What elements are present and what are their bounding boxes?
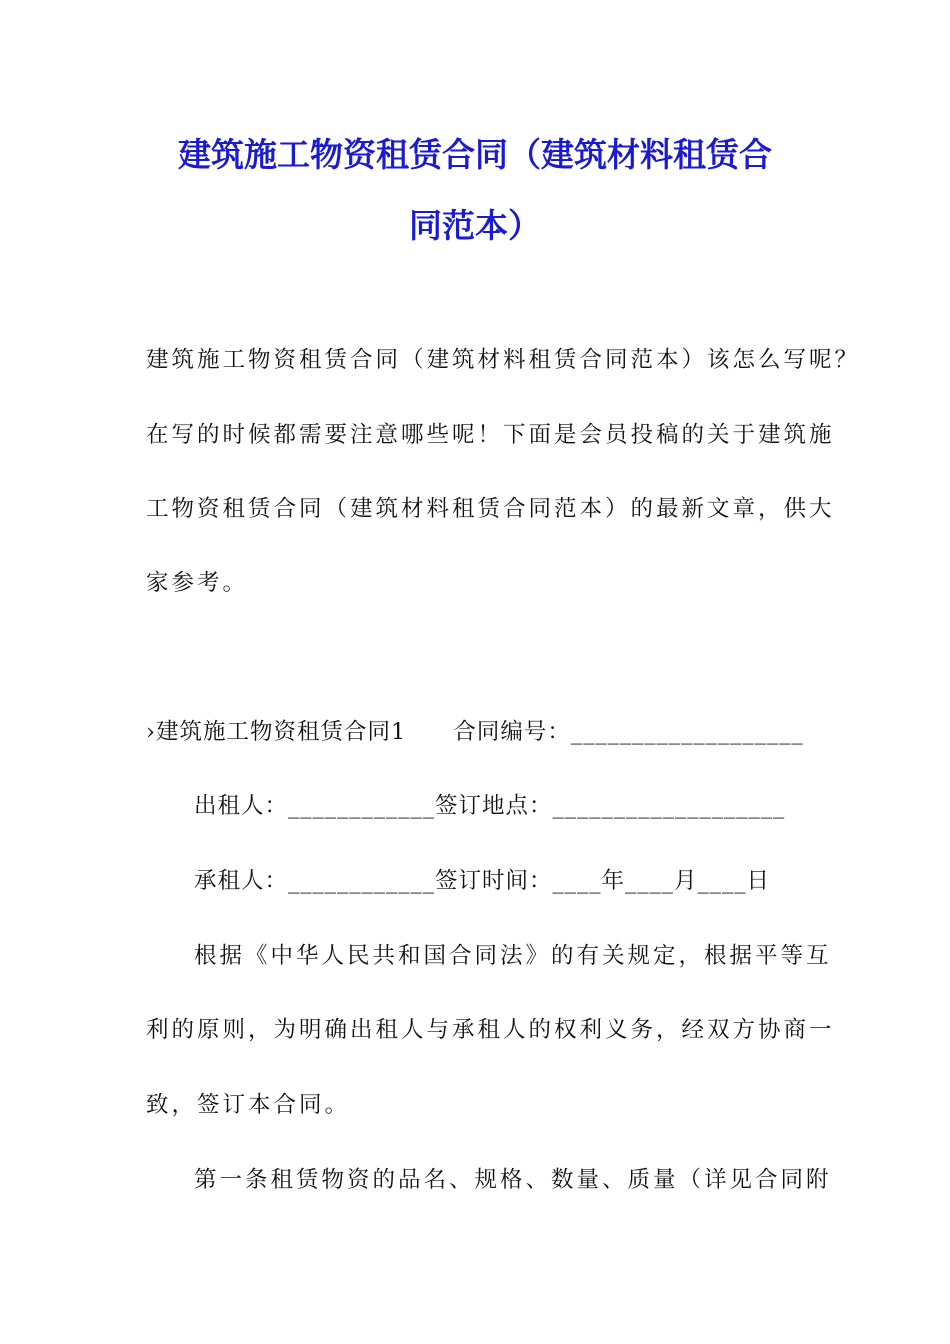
document-title-line-2: 同范本） bbox=[409, 206, 541, 245]
document-title-line-1: 建筑施工物资租赁合同（建筑材料租赁合 bbox=[178, 135, 772, 174]
intro-paragraph-line-4: 家参考。 bbox=[146, 570, 249, 596]
intro-paragraph-line-1: 建筑施工物资租赁合同（建筑材料租赁合同范本）该怎么写呢？ bbox=[146, 347, 861, 373]
lessor-line: 出租人：____________签订地点：___________________ bbox=[194, 793, 786, 819]
preamble-line-2: 利的原则，为明确出租人与承租人的权利义务，经双方协商一 bbox=[146, 1017, 835, 1043]
lessee-line: 承租人：____________签订时间：____年____月____日 bbox=[194, 868, 771, 894]
article-1-line: 第一条租赁物资的品名、规格、数量、质量（详见合同附 bbox=[194, 1167, 832, 1193]
preamble-line-3: 致，签订本合同。 bbox=[146, 1092, 351, 1118]
preamble-line-1: 根据《中华人民共和国合同法》的有关规定，根据平等互 bbox=[194, 943, 832, 969]
intro-paragraph-line-2: 在写的时候都需要注意哪些呢！下面是会员投稿的关于建筑施 bbox=[146, 422, 835, 448]
contract-header-line: ›建筑施工物资租赁合同1 合同编号：___________________ bbox=[146, 719, 804, 745]
intro-paragraph-line-3: 工物资租赁合同（建筑材料租赁合同范本）的最新文章，供大 bbox=[146, 496, 835, 522]
